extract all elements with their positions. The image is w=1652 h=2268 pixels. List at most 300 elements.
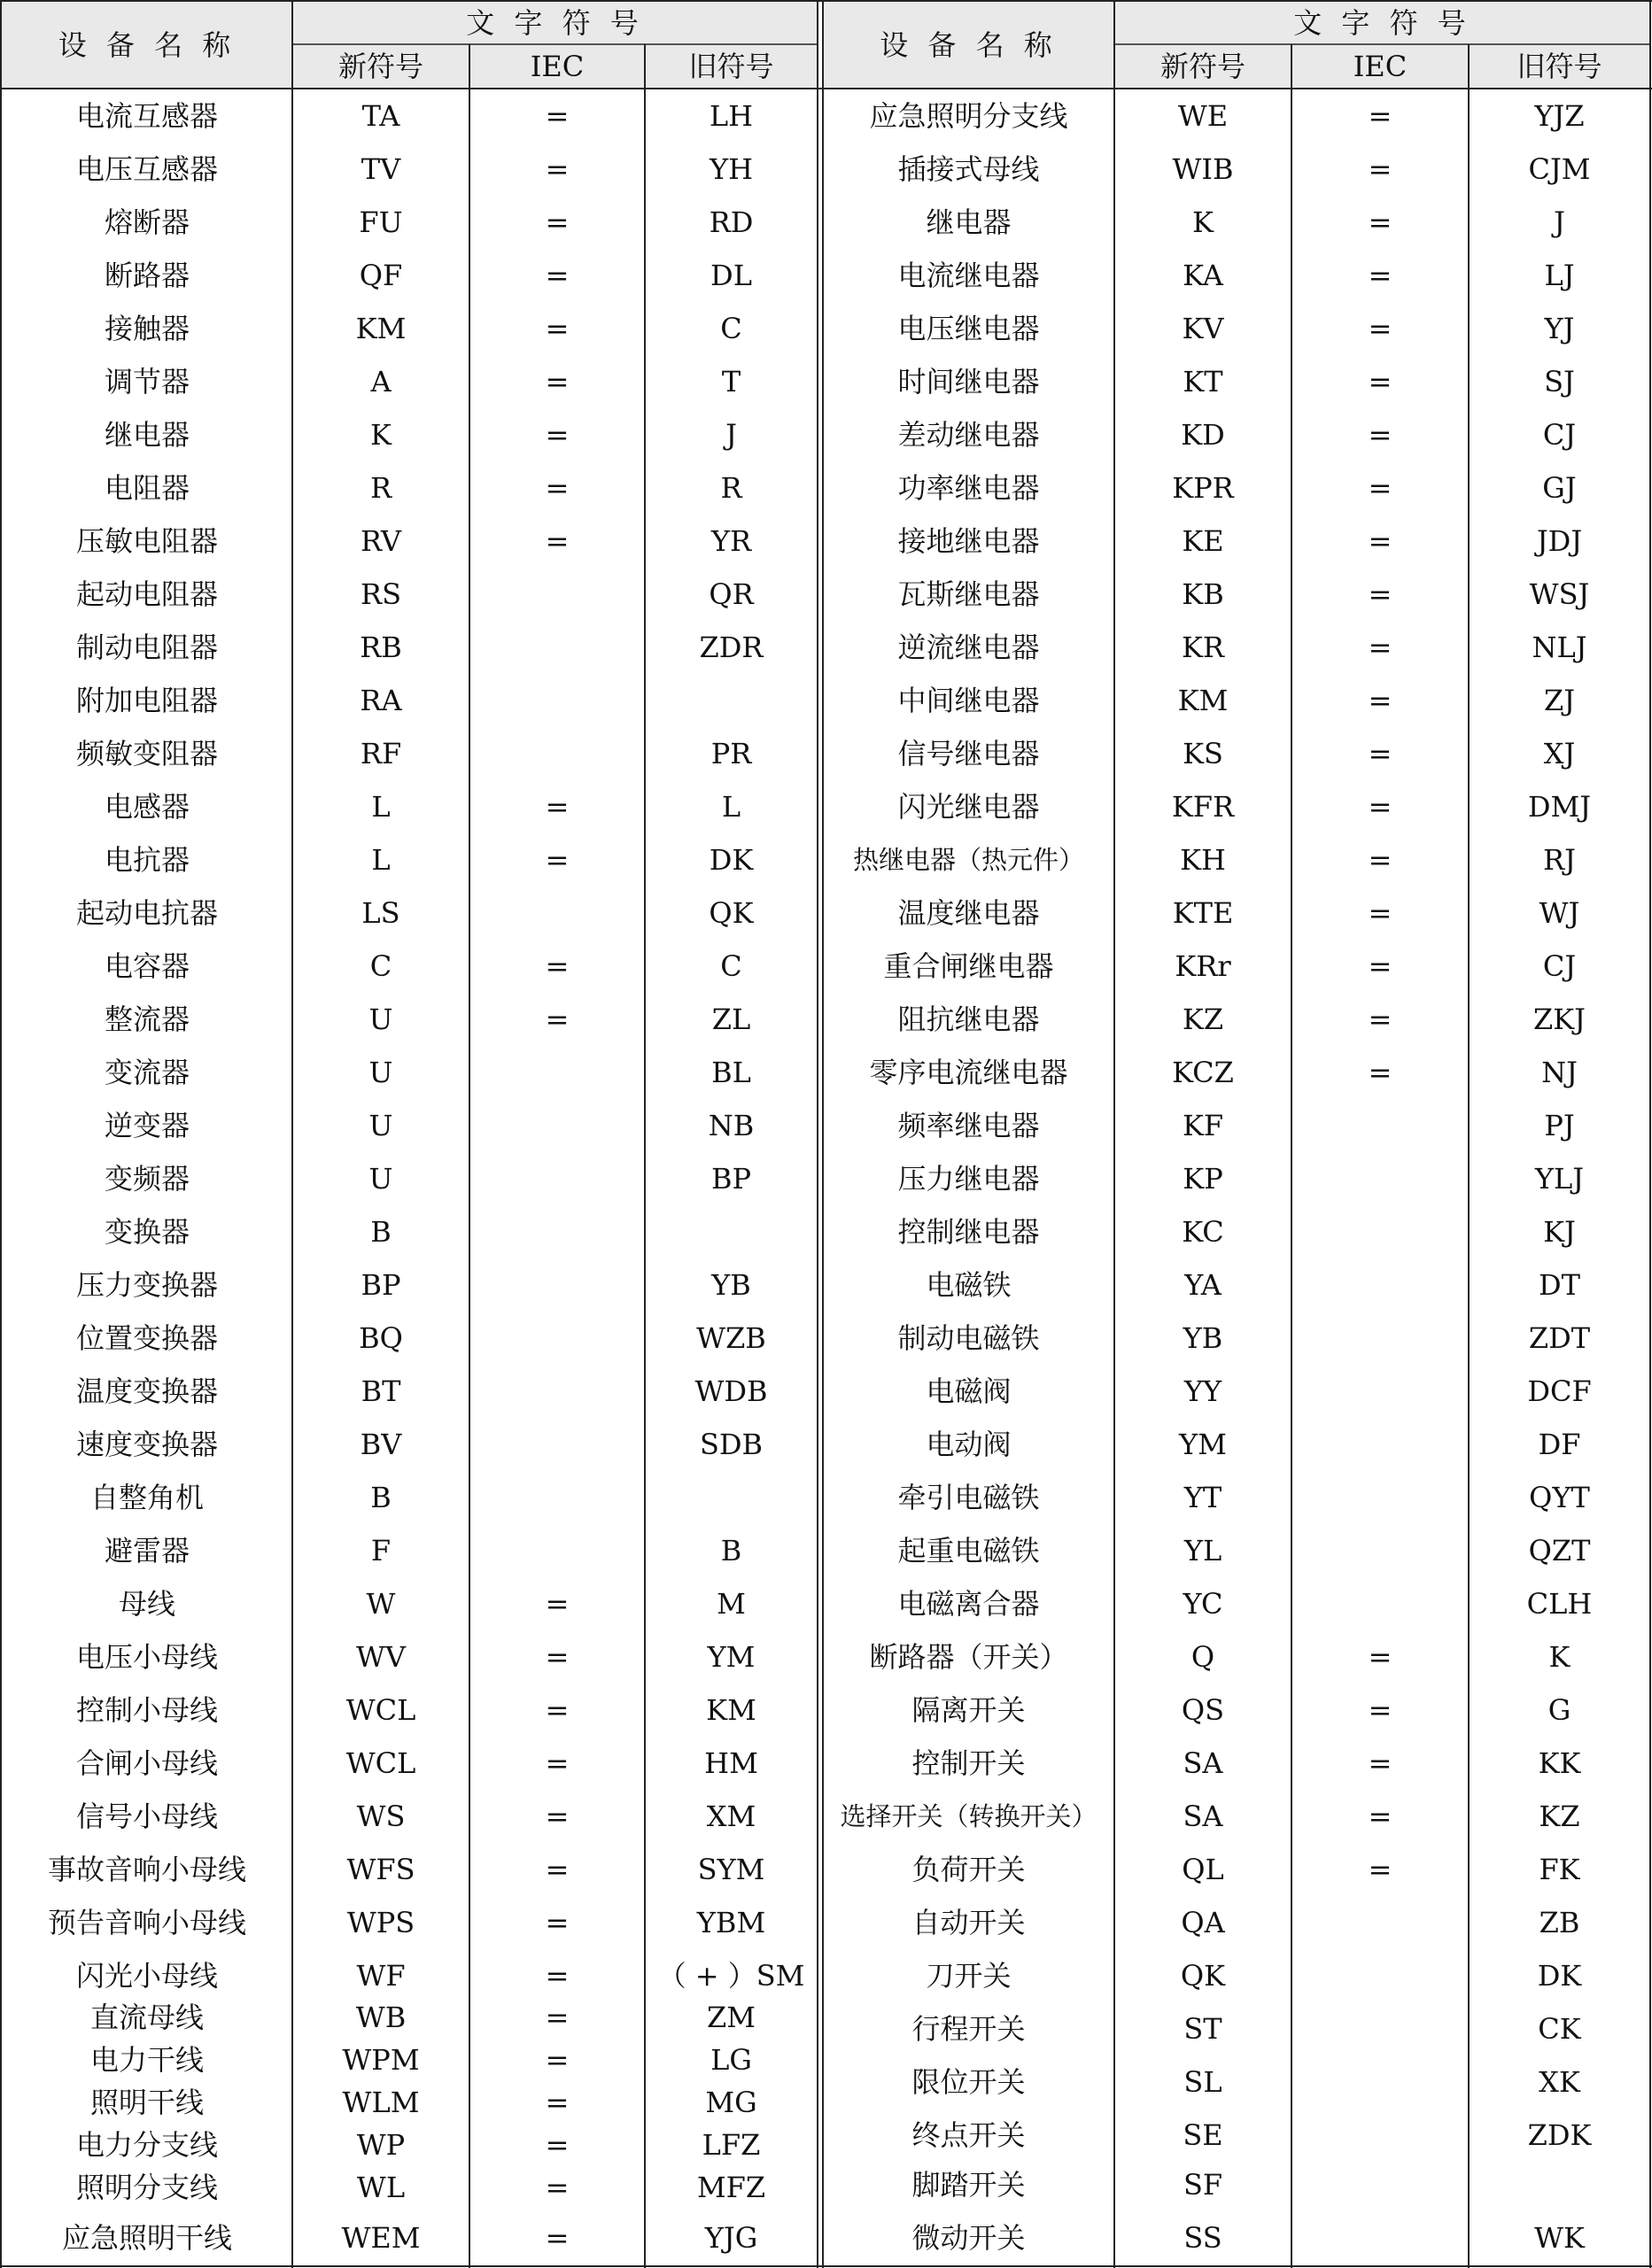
old-symbol bbox=[1469, 2165, 1650, 2204]
old-symbol: NJ bbox=[1541, 1056, 1578, 1089]
device-name: 电压继电器 bbox=[897, 312, 1040, 345]
device-name: 电压互感器 bbox=[75, 152, 218, 186]
new-symbol: C bbox=[369, 949, 392, 983]
header-symbol-group-left: 文 字 符 号 bbox=[466, 6, 644, 40]
device-name: 隔离开关 bbox=[911, 1693, 1026, 1727]
new-symbol: WE bbox=[1177, 99, 1229, 133]
iec-symbol bbox=[1291, 1425, 1469, 1464]
device-name: 熔断器 bbox=[104, 205, 190, 239]
old-symbol: KZ bbox=[1539, 1800, 1580, 1833]
new-symbol: L bbox=[371, 843, 391, 877]
old-symbol: KM bbox=[706, 1693, 756, 1727]
old-symbol: PR bbox=[710, 737, 752, 770]
iec-symbol: = bbox=[1368, 1800, 1392, 1833]
new-symbol: WCL bbox=[345, 1746, 416, 1780]
device-name: 行程开关 bbox=[911, 2012, 1026, 2046]
iec-symbol: = bbox=[1368, 577, 1392, 611]
iec-symbol: = bbox=[545, 1640, 570, 1674]
new-symbol: KFR bbox=[1171, 790, 1235, 824]
iec-symbol bbox=[469, 1425, 645, 1464]
old-symbol: BL bbox=[711, 1056, 751, 1089]
new-symbol: WPS bbox=[346, 1906, 415, 1939]
device-name: 频敏变阻器 bbox=[75, 737, 218, 770]
old-symbol: CJ bbox=[1542, 418, 1577, 452]
device-name: 阻抗继电器 bbox=[897, 1002, 1040, 1036]
iec-symbol bbox=[1291, 2165, 1469, 2204]
iec-symbol: = bbox=[1368, 418, 1392, 452]
device-name: 刀开关 bbox=[926, 1959, 1012, 1993]
iec-symbol: = bbox=[545, 312, 570, 345]
new-symbol: K bbox=[1192, 205, 1214, 239]
iec-symbol bbox=[1291, 1478, 1469, 1517]
new-symbol: BP bbox=[361, 1268, 401, 1302]
new-symbol: WP bbox=[356, 2128, 406, 2162]
device-name: 母线 bbox=[118, 1587, 175, 1621]
new-symbol: KH bbox=[1180, 843, 1226, 877]
device-name: 闪光继电器 bbox=[897, 790, 1040, 824]
new-symbol: SA bbox=[1183, 1800, 1223, 1833]
new-symbol: KS bbox=[1183, 737, 1223, 770]
new-symbol: KM bbox=[1177, 684, 1229, 717]
iec-symbol: = bbox=[545, 2221, 570, 2255]
iec-symbol: = bbox=[545, 1853, 570, 1886]
new-symbol: U bbox=[368, 1002, 393, 1036]
old-symbol: M bbox=[717, 1587, 746, 1621]
new-symbol: ST bbox=[1183, 2012, 1222, 2046]
device-name: 位置变换器 bbox=[75, 1321, 218, 1355]
iec-symbol bbox=[1291, 1372, 1469, 1411]
header-iec-right: IEC bbox=[1353, 50, 1408, 83]
iec-symbol: = bbox=[545, 2128, 570, 2162]
old-symbol bbox=[645, 1478, 818, 1517]
new-symbol: KA bbox=[1183, 259, 1223, 292]
device-name: 电容器 bbox=[104, 949, 190, 983]
device-name: 时间继电器 bbox=[897, 365, 1040, 399]
iec-symbol: = bbox=[1368, 790, 1392, 824]
old-symbol: C bbox=[720, 312, 742, 345]
old-symbol: QK bbox=[709, 896, 754, 930]
device-name: 控制小母线 bbox=[75, 1693, 218, 1727]
old-symbol: K bbox=[1548, 1640, 1571, 1674]
old-symbol: MFZ bbox=[696, 2171, 766, 2204]
old-symbol: YBM bbox=[696, 1906, 766, 1939]
old-symbol: L bbox=[721, 790, 741, 824]
header-symbol-group-right: 文 字 符 号 bbox=[1293, 6, 1471, 40]
old-symbol: LH bbox=[709, 99, 754, 133]
new-symbol: KD bbox=[1181, 418, 1225, 452]
old-symbol: QR bbox=[709, 577, 754, 611]
old-symbol: LJ bbox=[1544, 259, 1575, 292]
old-symbol: RJ bbox=[1543, 843, 1576, 877]
iec-symbol: = bbox=[1368, 949, 1392, 983]
iec-symbol: = bbox=[545, 259, 570, 292]
new-symbol: YY bbox=[1183, 1374, 1222, 1408]
old-symbol: DK bbox=[709, 843, 754, 877]
device-name: 整流器 bbox=[104, 1002, 190, 1036]
device-name: 应急照明分支线 bbox=[869, 99, 1068, 133]
device-name: 自整角机 bbox=[89, 1481, 204, 1514]
old-symbol: WSJ bbox=[1529, 577, 1590, 611]
new-symbol: WCL bbox=[345, 1693, 416, 1727]
old-symbol: （ + ）SM bbox=[657, 1959, 805, 1993]
device-name: 电抗器 bbox=[104, 843, 190, 877]
old-symbol: GJ bbox=[1542, 471, 1577, 505]
device-name: 电磁阀 bbox=[926, 1374, 1012, 1408]
old-symbol: MG bbox=[705, 2086, 757, 2119]
new-symbol: KPR bbox=[1172, 471, 1234, 505]
new-symbol: R bbox=[369, 471, 392, 505]
device-name: 负荷开关 bbox=[911, 1853, 1026, 1886]
iec-symbol: = bbox=[1368, 843, 1392, 877]
old-symbol: NB bbox=[708, 1109, 755, 1142]
iec-symbol: = bbox=[545, 2086, 570, 2119]
device-name: 差动继电器 bbox=[897, 418, 1040, 452]
iec-symbol: = bbox=[545, 1906, 570, 1939]
new-symbol: U bbox=[368, 1109, 393, 1142]
iec-symbol: = bbox=[1368, 152, 1392, 186]
iec-symbol bbox=[1291, 1903, 1469, 1942]
old-symbol bbox=[645, 681, 818, 720]
iec-symbol: = bbox=[1368, 1746, 1392, 1780]
iec-symbol bbox=[469, 1266, 645, 1304]
iec-symbol bbox=[469, 628, 645, 667]
new-symbol: QL bbox=[1182, 1853, 1224, 1886]
old-symbol: SJ bbox=[1544, 365, 1575, 399]
old-symbol: WJ bbox=[1539, 896, 1580, 930]
old-symbol: CK bbox=[1538, 2012, 1581, 2046]
old-symbol: ZB bbox=[1539, 1906, 1580, 1939]
iec-symbol: = bbox=[545, 205, 570, 239]
old-symbol: ZDR bbox=[699, 631, 764, 664]
device-name: 信号小母线 bbox=[75, 1800, 218, 1833]
old-symbol: YJ bbox=[1544, 312, 1575, 345]
old-symbol: YJG bbox=[704, 2221, 758, 2255]
new-symbol: B bbox=[370, 1215, 392, 1249]
iec-symbol: = bbox=[545, 843, 570, 877]
device-name: 限位开关 bbox=[911, 2065, 1026, 2099]
old-symbol: J bbox=[725, 418, 737, 452]
new-symbol: BV bbox=[360, 1428, 402, 1461]
device-name: 选择开关（转换开关） bbox=[840, 1800, 1097, 1831]
iec-symbol: = bbox=[545, 365, 570, 399]
new-symbol: KB bbox=[1182, 577, 1224, 611]
new-symbol: LS bbox=[361, 896, 400, 930]
iec-symbol bbox=[469, 1478, 645, 1517]
iec-symbol: = bbox=[1368, 631, 1392, 664]
iec-symbol: = bbox=[545, 1800, 570, 1833]
device-name: 直流母线 bbox=[89, 2001, 204, 2034]
old-symbol: YM bbox=[707, 1640, 756, 1674]
new-symbol: WF bbox=[356, 1959, 406, 1993]
old-symbol: ZM bbox=[707, 2001, 756, 2034]
iec-symbol bbox=[1291, 1319, 1469, 1358]
device-name: 控制开关 bbox=[911, 1746, 1026, 1780]
new-symbol: FU bbox=[359, 205, 403, 239]
device-name: 电压小母线 bbox=[75, 1640, 218, 1674]
device-name: 照明分支线 bbox=[75, 2171, 218, 2204]
new-symbol: KM bbox=[355, 312, 407, 345]
new-symbol: WV bbox=[356, 1640, 406, 1674]
old-symbol: QZT bbox=[1528, 1534, 1591, 1567]
iec-symbol bbox=[1291, 2009, 1469, 2048]
iec-symbol bbox=[469, 1212, 645, 1251]
new-symbol: WLM bbox=[342, 2086, 420, 2119]
new-symbol: KE bbox=[1182, 524, 1224, 558]
old-symbol: WZB bbox=[696, 1321, 766, 1355]
old-symbol: HM bbox=[704, 1746, 758, 1780]
old-symbol: YJZ bbox=[1534, 99, 1585, 133]
device-name: 速度变换器 bbox=[75, 1428, 218, 1461]
iec-symbol: = bbox=[545, 471, 570, 505]
new-symbol: QS bbox=[1181, 1693, 1225, 1727]
header-new-symbol-right: 新符号 bbox=[1160, 50, 1245, 83]
new-symbol: YL bbox=[1183, 1534, 1222, 1567]
iec-symbol: = bbox=[545, 2043, 570, 2077]
new-symbol: SA bbox=[1183, 1746, 1223, 1780]
device-name: 自动开关 bbox=[911, 1906, 1026, 1939]
iec-symbol: = bbox=[545, 99, 570, 133]
device-name: 应急照明干线 bbox=[61, 2221, 232, 2255]
old-symbol: DK bbox=[1537, 1959, 1582, 1993]
device-name: 预告音响小母线 bbox=[47, 1906, 246, 1939]
old-symbol: RD bbox=[709, 205, 754, 239]
device-name: 脚踏开关 bbox=[911, 2168, 1026, 2202]
iec-symbol bbox=[469, 894, 645, 933]
new-symbol: SS bbox=[1183, 2221, 1222, 2255]
device-name: 接地继电器 bbox=[897, 524, 1040, 558]
new-symbol: KR bbox=[1182, 631, 1224, 664]
old-symbol: XK bbox=[1539, 2065, 1580, 2099]
iec-symbol: = bbox=[1368, 1056, 1392, 1089]
old-symbol: YH bbox=[709, 152, 754, 186]
device-name: 避雷器 bbox=[104, 1534, 190, 1567]
iec-symbol bbox=[469, 1053, 645, 1092]
old-symbol: T bbox=[721, 365, 741, 399]
device-name: 热继电器（热元件） bbox=[852, 844, 1084, 875]
iec-symbol bbox=[469, 681, 645, 720]
old-symbol: ZKJ bbox=[1533, 1002, 1586, 1036]
device-name: 温度变换器 bbox=[75, 1374, 218, 1408]
iec-symbol bbox=[469, 734, 645, 773]
iec-symbol: = bbox=[545, 152, 570, 186]
iec-symbol: = bbox=[1368, 205, 1392, 239]
new-symbol: U bbox=[368, 1056, 393, 1089]
new-symbol: QA bbox=[1181, 1906, 1225, 1939]
device-name: 继电器 bbox=[926, 205, 1012, 239]
iec-symbol bbox=[1291, 2218, 1469, 2257]
device-name: 合闸小母线 bbox=[75, 1746, 218, 1780]
iec-symbol bbox=[469, 1106, 645, 1145]
device-name: 逆流继电器 bbox=[897, 631, 1040, 664]
iec-symbol: = bbox=[1368, 1853, 1392, 1886]
header-iec-left: IEC bbox=[530, 50, 585, 83]
new-symbol: YA bbox=[1184, 1268, 1222, 1302]
new-symbol: A bbox=[370, 365, 392, 399]
device-name: 附加电阻器 bbox=[75, 684, 218, 717]
iec-symbol bbox=[1291, 2116, 1469, 2155]
new-symbol: KTE bbox=[1172, 896, 1234, 930]
new-symbol: W bbox=[366, 1587, 396, 1621]
iec-symbol: = bbox=[545, 2171, 570, 2204]
device-name: 接触器 bbox=[104, 312, 190, 345]
iec-symbol: = bbox=[1368, 896, 1392, 930]
device-name: 制动电阻器 bbox=[75, 631, 218, 664]
new-symbol: L bbox=[371, 790, 391, 824]
device-name: 变换器 bbox=[104, 1215, 190, 1249]
device-name: 控制继电器 bbox=[897, 1215, 1040, 1249]
old-symbol: YLJ bbox=[1534, 1162, 1585, 1196]
new-symbol: QK bbox=[1180, 1959, 1226, 1993]
new-symbol: WL bbox=[356, 2171, 406, 2204]
old-symbol: XM bbox=[706, 1800, 756, 1833]
old-symbol: FK bbox=[1539, 1853, 1580, 1886]
iec-symbol: = bbox=[1368, 365, 1392, 399]
new-symbol: KT bbox=[1183, 365, 1223, 399]
new-symbol: Q bbox=[1191, 1640, 1215, 1674]
new-symbol: F bbox=[370, 1534, 392, 1567]
new-symbol: WFS bbox=[346, 1853, 415, 1886]
device-name: 电感器 bbox=[104, 790, 190, 824]
device-name: 变流器 bbox=[104, 1056, 190, 1089]
iec-symbol: = bbox=[545, 1693, 570, 1727]
iec-symbol: = bbox=[1368, 684, 1392, 717]
device-name: 瓦斯继电器 bbox=[897, 577, 1040, 611]
new-symbol: TA bbox=[361, 99, 400, 133]
device-name: 压敏电阻器 bbox=[75, 524, 218, 558]
old-symbol: G bbox=[1547, 1693, 1571, 1727]
old-symbol: YR bbox=[710, 524, 752, 558]
iec-symbol bbox=[469, 1159, 645, 1198]
device-name: 逆变器 bbox=[104, 1109, 190, 1142]
iec-symbol: = bbox=[1368, 1640, 1392, 1674]
iec-symbol bbox=[1291, 1266, 1469, 1304]
old-symbol: BP bbox=[710, 1162, 752, 1196]
old-symbol: QYT bbox=[1529, 1481, 1590, 1514]
old-symbol: SYM bbox=[697, 1853, 765, 1886]
iec-symbol: = bbox=[545, 418, 570, 452]
device-name: 频率继电器 bbox=[897, 1109, 1040, 1142]
new-symbol: YM bbox=[1179, 1428, 1227, 1461]
new-symbol: WEM bbox=[341, 2221, 421, 2255]
new-symbol: YT bbox=[1183, 1481, 1222, 1514]
new-symbol: SF bbox=[1183, 2168, 1223, 2202]
new-symbol: WS bbox=[356, 1800, 406, 1833]
old-symbol: YB bbox=[711, 1268, 751, 1302]
old-symbol: CLH bbox=[1526, 1587, 1593, 1621]
new-symbol: KV bbox=[1182, 312, 1224, 345]
device-name: 起动电抗器 bbox=[75, 896, 218, 930]
old-symbol: R bbox=[720, 471, 742, 505]
old-symbol: CJM bbox=[1528, 152, 1591, 186]
iec-symbol: = bbox=[1368, 1693, 1392, 1727]
device-name: 闪光小母线 bbox=[75, 1959, 218, 1993]
old-symbol: JDJ bbox=[1536, 524, 1583, 558]
device-name: 重合闸继电器 bbox=[883, 949, 1054, 983]
device-name: 事故音响小母线 bbox=[47, 1853, 246, 1886]
new-symbol: WIB bbox=[1172, 152, 1234, 186]
iec-symbol bbox=[1291, 1159, 1469, 1198]
new-symbol: YC bbox=[1183, 1587, 1223, 1621]
iec-symbol: = bbox=[1368, 259, 1392, 292]
new-symbol: TV bbox=[361, 152, 401, 186]
iec-symbol bbox=[469, 1319, 645, 1358]
iec-symbol bbox=[469, 1372, 645, 1411]
device-name: 调节器 bbox=[104, 365, 190, 399]
device-name: 牵引电磁铁 bbox=[897, 1481, 1040, 1514]
device-name: 照明干线 bbox=[89, 2086, 204, 2119]
device-name: 零序电流继电器 bbox=[869, 1056, 1068, 1089]
device-name: 电磁离合器 bbox=[897, 1587, 1040, 1621]
header-new-symbol-left: 新符号 bbox=[337, 50, 423, 83]
old-symbol: KJ bbox=[1543, 1215, 1576, 1249]
new-symbol: KC bbox=[1182, 1215, 1224, 1249]
iec-symbol bbox=[469, 575, 645, 614]
old-symbol: C bbox=[720, 949, 742, 983]
iec-symbol bbox=[1291, 1531, 1469, 1570]
old-symbol: DL bbox=[710, 259, 752, 292]
iec-symbol: = bbox=[545, 524, 570, 558]
new-symbol: RS bbox=[360, 577, 401, 611]
old-symbol: DMJ bbox=[1527, 790, 1592, 824]
device-name: 微动开关 bbox=[911, 2221, 1026, 2255]
old-symbol: ZDT bbox=[1528, 1321, 1591, 1355]
old-symbol: ZDK bbox=[1527, 2118, 1592, 2152]
old-symbol: DCF bbox=[1527, 1374, 1592, 1408]
device-name: 终点开关 bbox=[911, 2118, 1026, 2152]
device-name: 电流继电器 bbox=[897, 259, 1040, 292]
old-symbol: LG bbox=[710, 2043, 752, 2077]
old-symbol: NLJ bbox=[1532, 631, 1587, 664]
device-name: 中间继电器 bbox=[897, 684, 1040, 717]
new-symbol: BQ bbox=[359, 1321, 403, 1355]
iec-symbol bbox=[1291, 1584, 1469, 1623]
device-name: 继电器 bbox=[104, 418, 190, 452]
old-symbol: DT bbox=[1539, 1268, 1580, 1302]
device-name: 断路器 bbox=[104, 259, 190, 292]
iec-symbol: = bbox=[1368, 471, 1392, 505]
old-symbol bbox=[645, 1212, 818, 1251]
device-name: 制动电磁铁 bbox=[897, 1321, 1040, 1355]
old-symbol: WK bbox=[1534, 2221, 1585, 2255]
device-name: 电力分支线 bbox=[75, 2128, 218, 2162]
iec-symbol bbox=[1291, 1956, 1469, 1995]
iec-symbol bbox=[1291, 1212, 1469, 1251]
iec-symbol: = bbox=[1368, 312, 1392, 345]
device-name: 电力干线 bbox=[89, 2043, 204, 2077]
device-name: 电阻器 bbox=[104, 471, 190, 505]
old-symbol: PJ bbox=[1544, 1109, 1575, 1142]
iec-symbol bbox=[1291, 1106, 1469, 1145]
device-name: 温度继电器 bbox=[897, 896, 1040, 930]
iec-symbol: = bbox=[545, 790, 570, 824]
device-name: 起动电阻器 bbox=[75, 577, 218, 611]
new-symbol: B bbox=[370, 1481, 392, 1514]
device-name: 电动阀 bbox=[926, 1428, 1012, 1461]
iec-symbol: = bbox=[545, 1959, 570, 1993]
new-symbol: U bbox=[368, 1162, 393, 1196]
new-symbol: RA bbox=[360, 684, 402, 717]
iec-symbol: = bbox=[545, 1002, 570, 1036]
old-symbol: J bbox=[1554, 205, 1565, 239]
iec-symbol: = bbox=[1368, 737, 1392, 770]
iec-symbol: = bbox=[545, 1587, 570, 1621]
old-symbol: ZL bbox=[711, 1002, 751, 1036]
iec-symbol: = bbox=[1368, 524, 1392, 558]
old-symbol: B bbox=[720, 1534, 742, 1567]
new-symbol: RF bbox=[360, 737, 402, 770]
header-old-symbol-right: 旧符号 bbox=[1516, 50, 1602, 83]
header-old-symbol-left: 旧符号 bbox=[688, 50, 774, 83]
